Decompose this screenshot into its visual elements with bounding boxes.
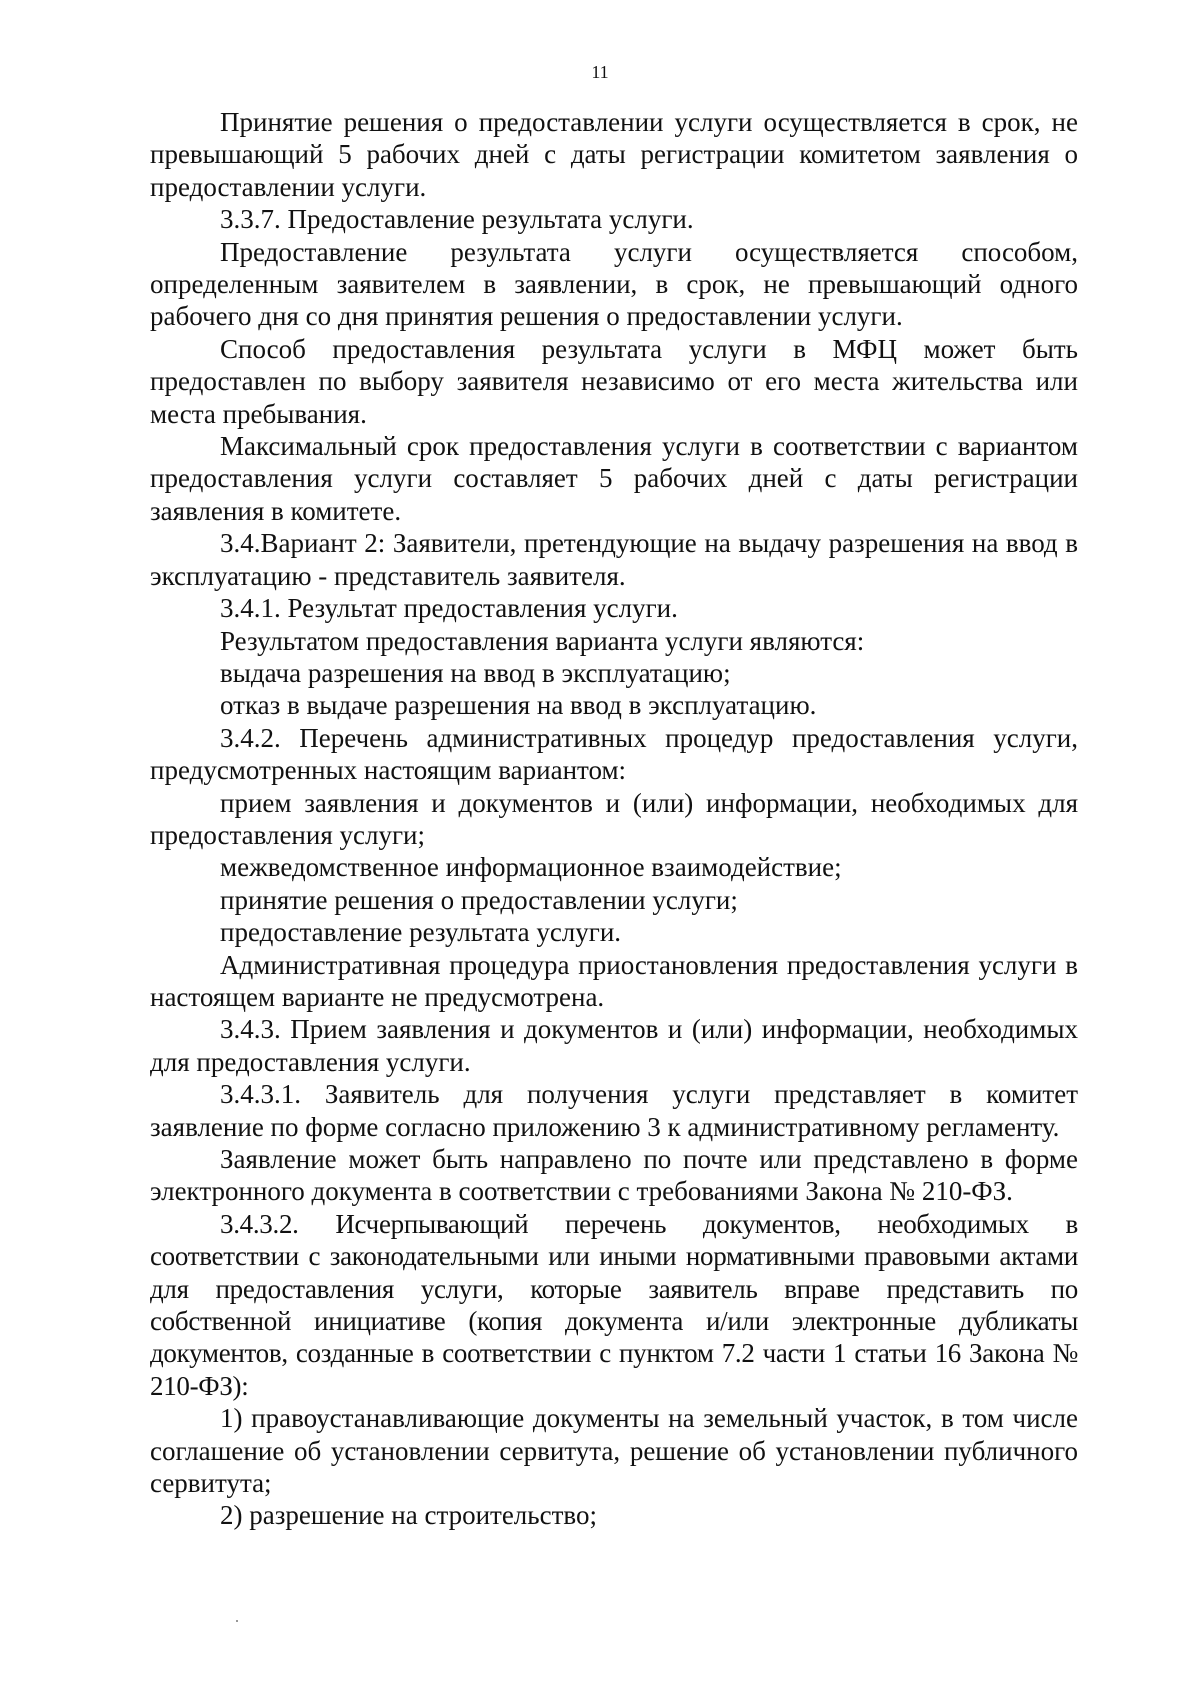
section-heading: 3.3.7. Предоставление результата услуги. xyxy=(220,204,694,235)
paragraph: Максимальный срок предоставления услуги в соответствии с вариантом предоставления услуги составляет 5 рабочих дней с даты регистрации заявления в комитете. xyxy=(150,431,1078,526)
paragraph: Способ предоставления результата услуги в МФЦ может быть предоставлен по выбору заявителя независимо от его места жительства или места пребывания. xyxy=(150,333,1078,429)
paragraph: 3.4.3.2. Исчерпывающий перечень документов, необходимых в соответствии с законодательными или иными нормативными правовыми актами для предоставления услуги, которые заявитель вправе представить по собственной инициативе (копия документа и/или электронные дубликаты документов, созданные в соответствии с пунктом 7.2 части 1 статьи 16 Закона № 210-ФЗ): xyxy=(150,1208,1078,1401)
section-heading: 3.4.1. Результат предоставления услуги. xyxy=(220,593,678,624)
section-heading: 3.4.Вариант 2: Заявители, претендующие на выдачу разрешения на ввод в эксплуатацию - представитель заявителя. xyxy=(150,528,1078,591)
list-item: выдача разрешения на ввод в эксплуатацию; xyxy=(220,657,731,688)
paragraph: Административная процедура приостановления предоставления услуги в настоящем варианте не предусмотрена. xyxy=(150,949,1078,1012)
page-number: 11 xyxy=(591,62,609,82)
section-heading: 3.4.3. Прием заявления и документов и (или) информации, необходимых для предоставления услуги. xyxy=(150,1014,1078,1077)
list-item: отказ в выдаче разрешения на ввод в эксплуатацию. xyxy=(220,690,817,721)
paragraph: Заявление может быть направлено по почте или представлено в форме электронного документа в соответствии с требованиями Закона № 210-ФЗ. xyxy=(150,1144,1078,1207)
list-item: принятие решения о предоставлении услуги; xyxy=(220,884,738,915)
section-heading: 3.4.2. Перечень административных процедур предоставления услуги, предусмотренных настоящим вариантом: xyxy=(150,722,1078,786)
paragraph: Принятие решения о предоставлении услуги осуществляется в срок, не превышающий 5 рабочих дней с даты регистрации комитетом заявления о предоставлении услуги. xyxy=(150,107,1078,202)
paragraph: Результатом предоставления варианта услуги являются: xyxy=(220,625,865,656)
list-item: предоставление результата услуги. xyxy=(220,917,622,948)
list-item: 1) правоустанавливающие документы на земельный участок, в том числе соглашение об установлении сервитута, решение об установлении публичного сервитута; xyxy=(150,1403,1078,1499)
document-body xyxy=(150,106,1078,1532)
scan-speck xyxy=(236,1620,238,1622)
list-item: прием заявления и документов и (или) информации, необходимых для предоставления услуги; xyxy=(150,787,1078,850)
paragraph: 3.4.3.1. Заявитель для получения услуги представляет в комитет заявление по форме согласно приложению 3 к административному регламенту. xyxy=(150,1079,1078,1142)
list-item: межведомственное информационное взаимодействие; xyxy=(220,852,842,883)
list-item: 2) разрешение на строительство; xyxy=(220,1500,597,1531)
paragraph: Предоставление результата услуги осуществляется способом, определенным заявителем в заявлении, в срок, не превышающий одного рабочего дня со дня принятия решения о предоставлении услуги. xyxy=(150,236,1078,332)
